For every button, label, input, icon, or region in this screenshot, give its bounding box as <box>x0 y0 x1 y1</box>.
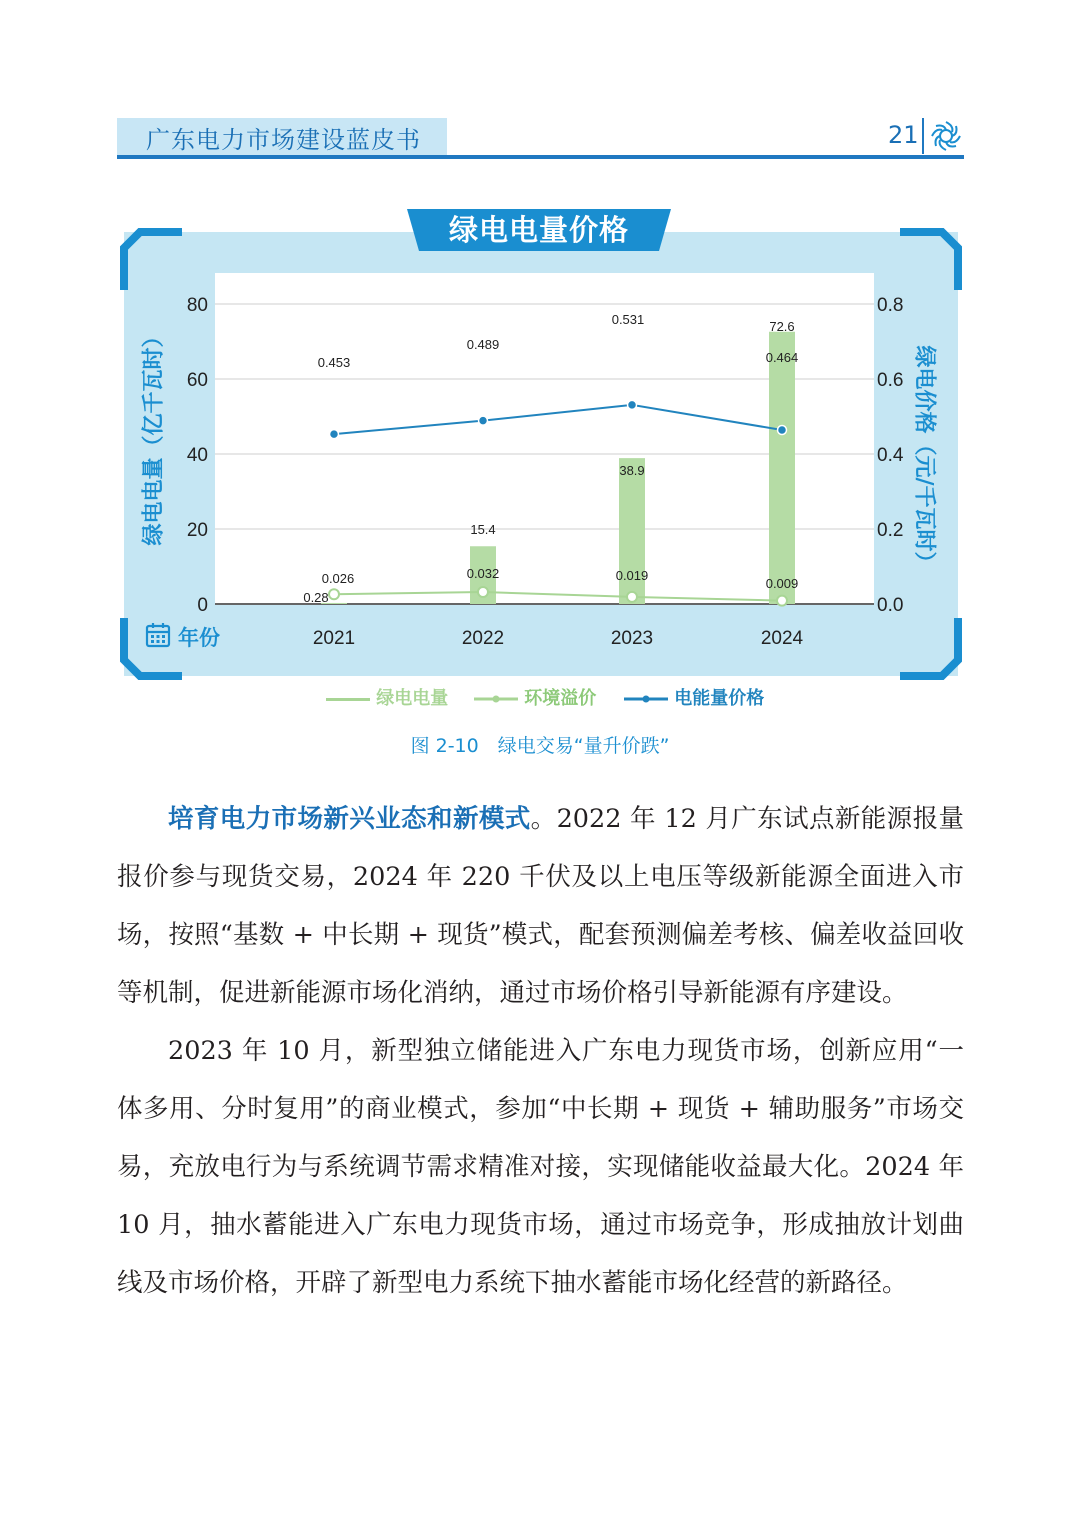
legend-label: 电能量价格 <box>674 688 765 709</box>
legend-item-green-volume <box>326 684 448 708</box>
body-text <box>117 790 964 1312</box>
legend-swatch-bar <box>326 698 370 701</box>
energy-price-data-label: 0.453 <box>317 355 351 370</box>
right-tick-label: 0.8 <box>877 295 904 316</box>
energy-price-point <box>330 430 339 439</box>
left-tick-label: 40 <box>186 445 208 466</box>
energy-price-data-label: 0.489 <box>466 337 500 352</box>
paragraph: 2023 年 10 月，新型独立储能进入广东电力现货市场，创新应用“一体多用、分时复用”的商业模式，参加“中长期 + 现货 + 辅助服务”市场交易，充放电行为与系统调节需求精准对接，实现储能收益最大化。2024 年 10 月，抽水蓄能进入广东电力现货市场，通过市场竞争，形成抽放计划曲线及市场价格，开辟了新型电力系统下抽水蓄能市场化经营的新路径。 <box>117 1036 964 1298</box>
legend-item-energy-price <box>624 684 764 708</box>
right-tick-label: 0.2 <box>877 520 904 541</box>
bar-data-label: 0.28 <box>303 590 329 605</box>
energy-price-data-label: 0.464 <box>765 350 799 365</box>
energy-price-data-label: 0.531 <box>611 312 645 327</box>
x-tick-label: 2024 <box>760 628 804 649</box>
right-tick-label: 0.4 <box>877 445 904 466</box>
calendar-icon <box>145 622 171 648</box>
paragraph-lead: 培育电力市场新兴业态和新模式 <box>168 804 531 834</box>
legend-label: 绿电电量 <box>376 688 449 709</box>
env-premium-point <box>777 596 787 606</box>
page-number: 21 <box>888 121 919 149</box>
left-tick-label: 0 <box>197 595 208 616</box>
env-premium-data-label: 0.026 <box>321 571 355 586</box>
left-tick-label: 80 <box>186 295 208 316</box>
bar-data-label: 15.4 <box>470 522 496 537</box>
env-premium-data-label: 0.009 <box>765 576 799 591</box>
legend-label: 环境溢价 <box>524 688 597 709</box>
energy-price-point <box>628 400 637 409</box>
figure-caption: 图 2-10 绿电交易“量升价跌” <box>410 735 670 757</box>
left-axis-label: 绿电电量（亿千瓦时） <box>141 325 167 546</box>
x-axis-label: 年份 <box>178 626 220 650</box>
env-premium-data-label: 0.032 <box>466 566 500 581</box>
right-axis-label: 绿电价格（元/千瓦时） <box>911 345 937 574</box>
env-premium-point <box>329 589 339 599</box>
legend-item-env-premium <box>474 684 596 708</box>
right-tick-label: 0.0 <box>877 595 904 616</box>
bar <box>769 332 795 604</box>
bar-data-label: 38.9 <box>619 463 645 478</box>
book-title: 广东电力市场建设蓝皮书 <box>146 126 421 154</box>
paragraph <box>117 790 964 1022</box>
legend-swatch-line <box>624 693 668 705</box>
x-tick-label: 2021 <box>312 628 356 649</box>
right-tick-label: 0.6 <box>877 370 904 391</box>
energy-price-point <box>778 426 787 435</box>
env-premium-point <box>478 587 488 597</box>
legend-swatch-line <box>474 693 518 705</box>
env-premium-data-label: 0.019 <box>615 568 649 583</box>
env-premium-line <box>334 592 782 601</box>
env-premium-point <box>627 592 637 602</box>
x-tick-label: 2023 <box>610 628 654 649</box>
left-tick-label: 20 <box>186 520 208 541</box>
bar-data-label: 72.6 <box>769 319 795 334</box>
chart-title: 绿电电量价格 <box>448 213 629 247</box>
paragraph-text: 。2022 年 12 月广东试点新能源报量报价参与现货交易，2024 年 220 千伏及以上电压等级新能源全面进入市场，按照“基数 + 中长期 + 现货”模式，配套预测偏差考核、偏差收益回收等机制，促进新能源市场化消纳，通过市场价格引导新能源有序建设。 <box>117 804 964 1008</box>
energy-price-line <box>334 405 782 434</box>
energy-price-point <box>479 416 488 425</box>
x-tick-label: 2022 <box>461 628 505 649</box>
left-tick-label: 60 <box>186 370 208 391</box>
